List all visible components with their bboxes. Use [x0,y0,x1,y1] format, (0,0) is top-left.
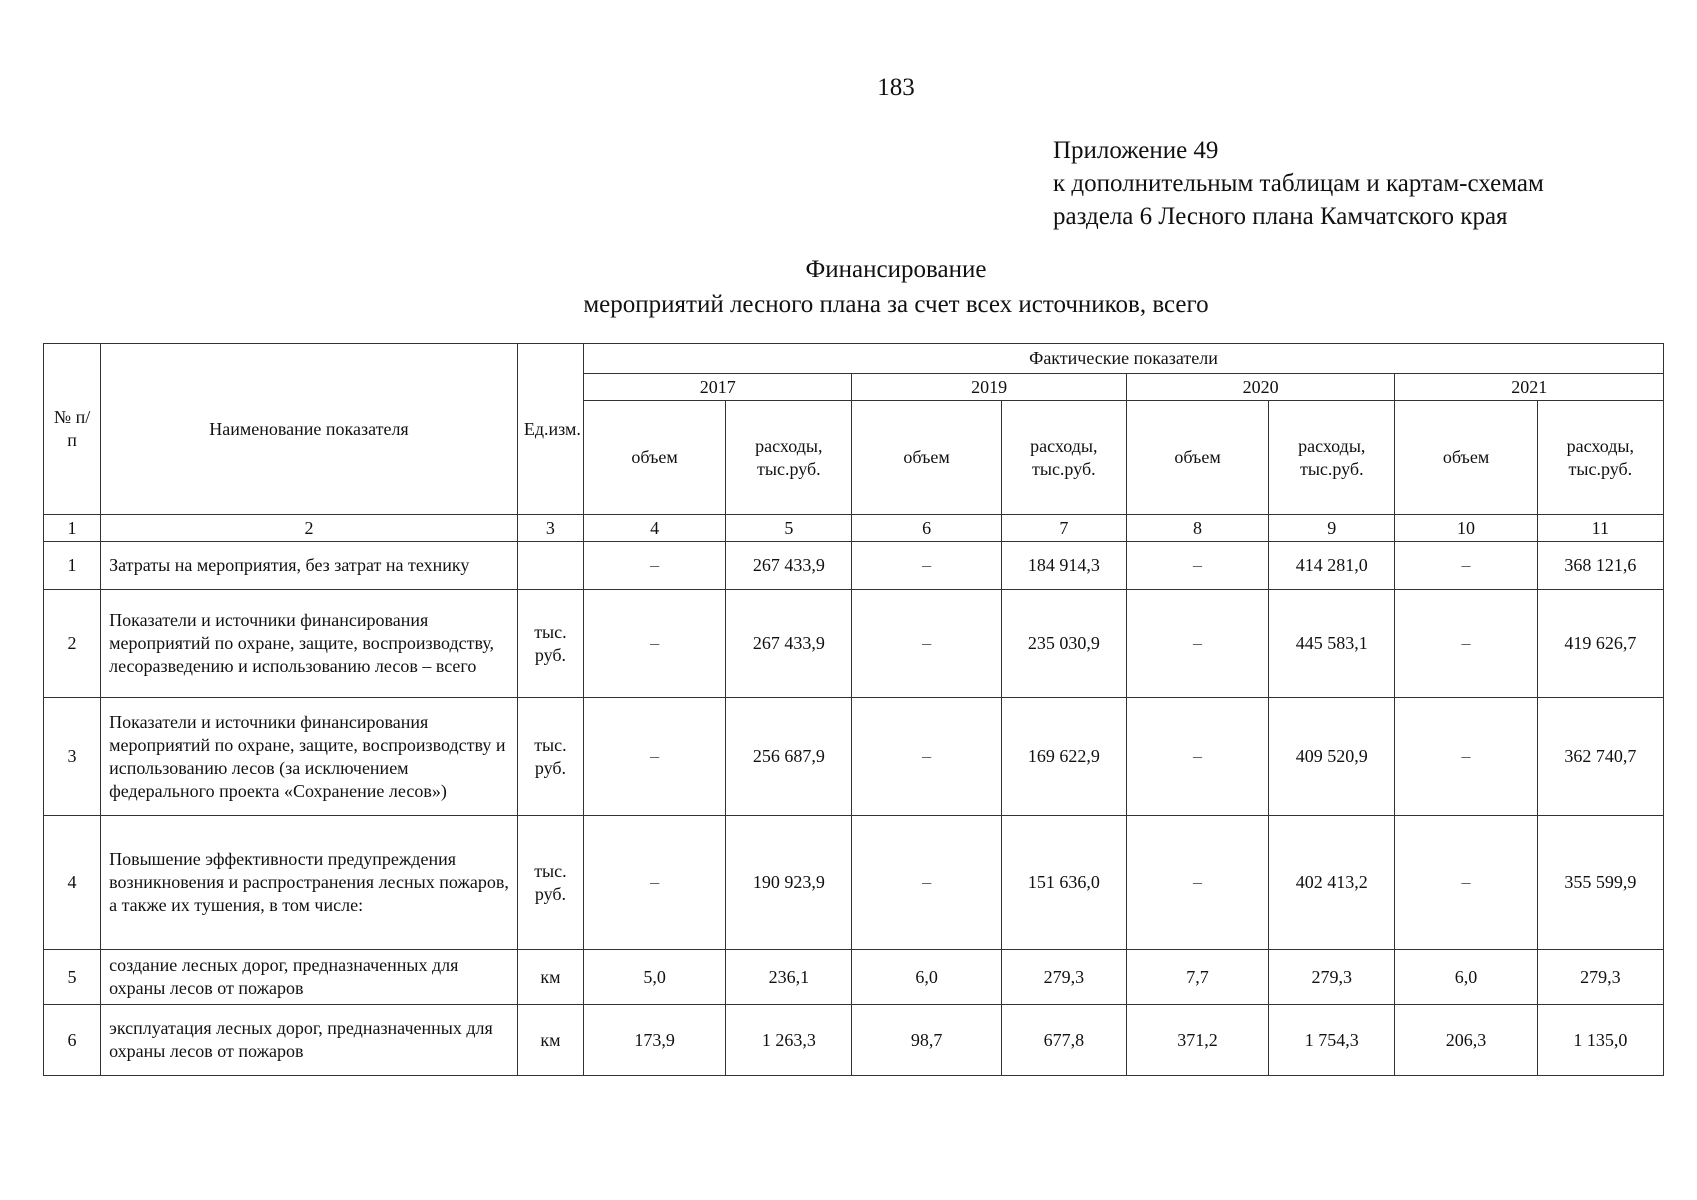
row-name: Повышение эффективности предупреждения возникновения и распространения лесных пожаров, а также их тушения, в том числе: [101,816,518,950]
header-volume: объем [1126,401,1268,515]
header-num: № п/п [44,344,101,515]
row-name: Показатели и источники финансирования мероприятий по охране, защите, воспроизводству, лесоразведению и использованию лесов – всего [101,590,518,698]
appendix-line-1: Приложение 49 [1053,137,1219,164]
row-value: 184 914,3 [1001,542,1126,590]
appendix-line-2: к дополнительным таблицам и картам-схемам [1053,170,1544,197]
row-value: 409 520,9 [1269,698,1395,816]
row-value: 279,3 [1001,950,1126,1005]
row-num: 5 [44,950,101,1005]
row-value: – [583,698,725,816]
row-value: 173,9 [583,1005,725,1076]
appendix-line-3: раздела 6 Лесного плана Камчатского края [1053,203,1508,230]
row-value: 206,3 [1395,1005,1537,1076]
table-row [44,816,1664,950]
table-row [44,950,1664,1005]
title-line-1: Финансирование [805,256,987,283]
row-num: 6 [44,1005,101,1076]
row-unit: тыс. руб. [517,698,583,816]
financing-table [43,343,1664,1076]
column-number: 11 [1537,515,1663,542]
row-unit: км [517,1005,583,1076]
row-value: 371,2 [1126,1005,1268,1076]
column-number: 7 [1001,515,1126,542]
row-value: 677,8 [1001,1005,1126,1076]
row-name: Показатели и источники финансирования мероприятий по охране, защите, воспроизводству и использованию лесов (за исключением федерального проекта «Сохранение лесов») [101,698,518,816]
row-value: 355 599,9 [1537,816,1663,950]
column-number: 4 [583,515,725,542]
row-value: – [1126,542,1268,590]
row-value: 368 121,6 [1537,542,1663,590]
row-num: 3 [44,698,101,816]
row-unit: тыс. руб. [517,816,583,950]
title-line-2: мероприятий лесного плана за счет всех источников, всего [583,291,1209,318]
row-value: – [583,590,725,698]
row-name: создание лесных дорог, предназначенных для охраны лесов от пожаров [101,950,518,1005]
row-value: 445 583,1 [1269,590,1395,698]
row-value: 169 622,9 [1001,698,1126,816]
row-value: 267 433,9 [726,542,852,590]
row-value: 98,7 [852,1005,1001,1076]
row-value: 235 030,9 [1001,590,1126,698]
row-value: 6,0 [1395,950,1537,1005]
row-value: – [852,816,1001,950]
row-value: – [583,816,725,950]
row-name: эксплуатация лесных дорог, предназначенных для охраны лесов от пожаров [101,1005,518,1076]
row-value: – [1126,590,1268,698]
row-value: 236,1 [726,950,852,1005]
row-value: 279,3 [1537,950,1663,1005]
header-volume: объем [583,401,725,515]
header-unit: Ед.изм. [517,344,583,515]
column-number: 2 [101,515,518,542]
column-number: 10 [1395,515,1537,542]
header-volume: объем [1395,401,1537,515]
row-value: 267 433,9 [726,590,852,698]
header-expenses: расходы, тыс.руб. [1001,401,1126,515]
header-year: 2019 [852,374,1126,401]
row-value: – [1395,542,1537,590]
row-name: Затраты на мероприятия, без затрат на технику [101,542,518,590]
header-year: 2020 [1126,374,1394,401]
header-actual-indicators: Фактические показатели [583,344,1663,374]
row-num: 4 [44,816,101,950]
column-number: 1 [44,515,101,542]
table-body [44,542,1664,1076]
table-row [44,542,1664,590]
document-title [0,252,1697,322]
table-row [44,590,1664,698]
table-row [44,698,1664,816]
row-value: 1 135,0 [1537,1005,1663,1076]
column-number: 9 [1269,515,1395,542]
column-number: 6 [852,515,1001,542]
appendix-heading [1053,134,1544,233]
row-unit: тыс. руб. [517,590,583,698]
row-value: – [1126,816,1268,950]
row-value: 151 636,0 [1001,816,1126,950]
row-value: 190 923,9 [726,816,852,950]
header-expenses: расходы, тыс.руб. [726,401,852,515]
row-value: – [852,698,1001,816]
row-value: 414 281,0 [1269,542,1395,590]
header-row-1 [44,344,1664,374]
table-row [44,1005,1664,1076]
row-value: 256 687,9 [726,698,852,816]
row-value: 402 413,2 [1269,816,1395,950]
header-volume: объем [852,401,1001,515]
row-num: 2 [44,590,101,698]
financing-table-container [43,343,1664,1076]
header-name: Наименование показателя [101,344,518,515]
row-value: 362 740,7 [1537,698,1663,816]
row-num: 1 [44,542,101,590]
row-value: – [852,590,1001,698]
header-year: 2017 [583,374,851,401]
row-value: – [1395,698,1537,816]
header-expenses: расходы, тыс.руб. [1269,401,1395,515]
column-number: 8 [1126,515,1268,542]
row-value: 7,7 [1126,950,1268,1005]
row-unit [517,542,583,590]
row-value: 5,0 [583,950,725,1005]
table-header [44,344,1664,542]
row-value: 279,3 [1269,950,1395,1005]
row-value: – [852,542,1001,590]
column-number: 3 [517,515,583,542]
row-value: 1 754,3 [1269,1005,1395,1076]
row-value: – [583,542,725,590]
row-value: 419 626,7 [1537,590,1663,698]
row-value: 1 263,3 [726,1005,852,1076]
row-value: – [1395,590,1537,698]
header-expenses: расходы, тыс.руб. [1537,401,1663,515]
column-number-row [44,515,1664,542]
page-number: 183 [877,74,915,101]
row-value: – [1126,698,1268,816]
row-unit: км [517,950,583,1005]
row-value: – [1395,816,1537,950]
header-year: 2021 [1395,374,1664,401]
column-number: 5 [726,515,852,542]
row-value: 6,0 [852,950,1001,1005]
